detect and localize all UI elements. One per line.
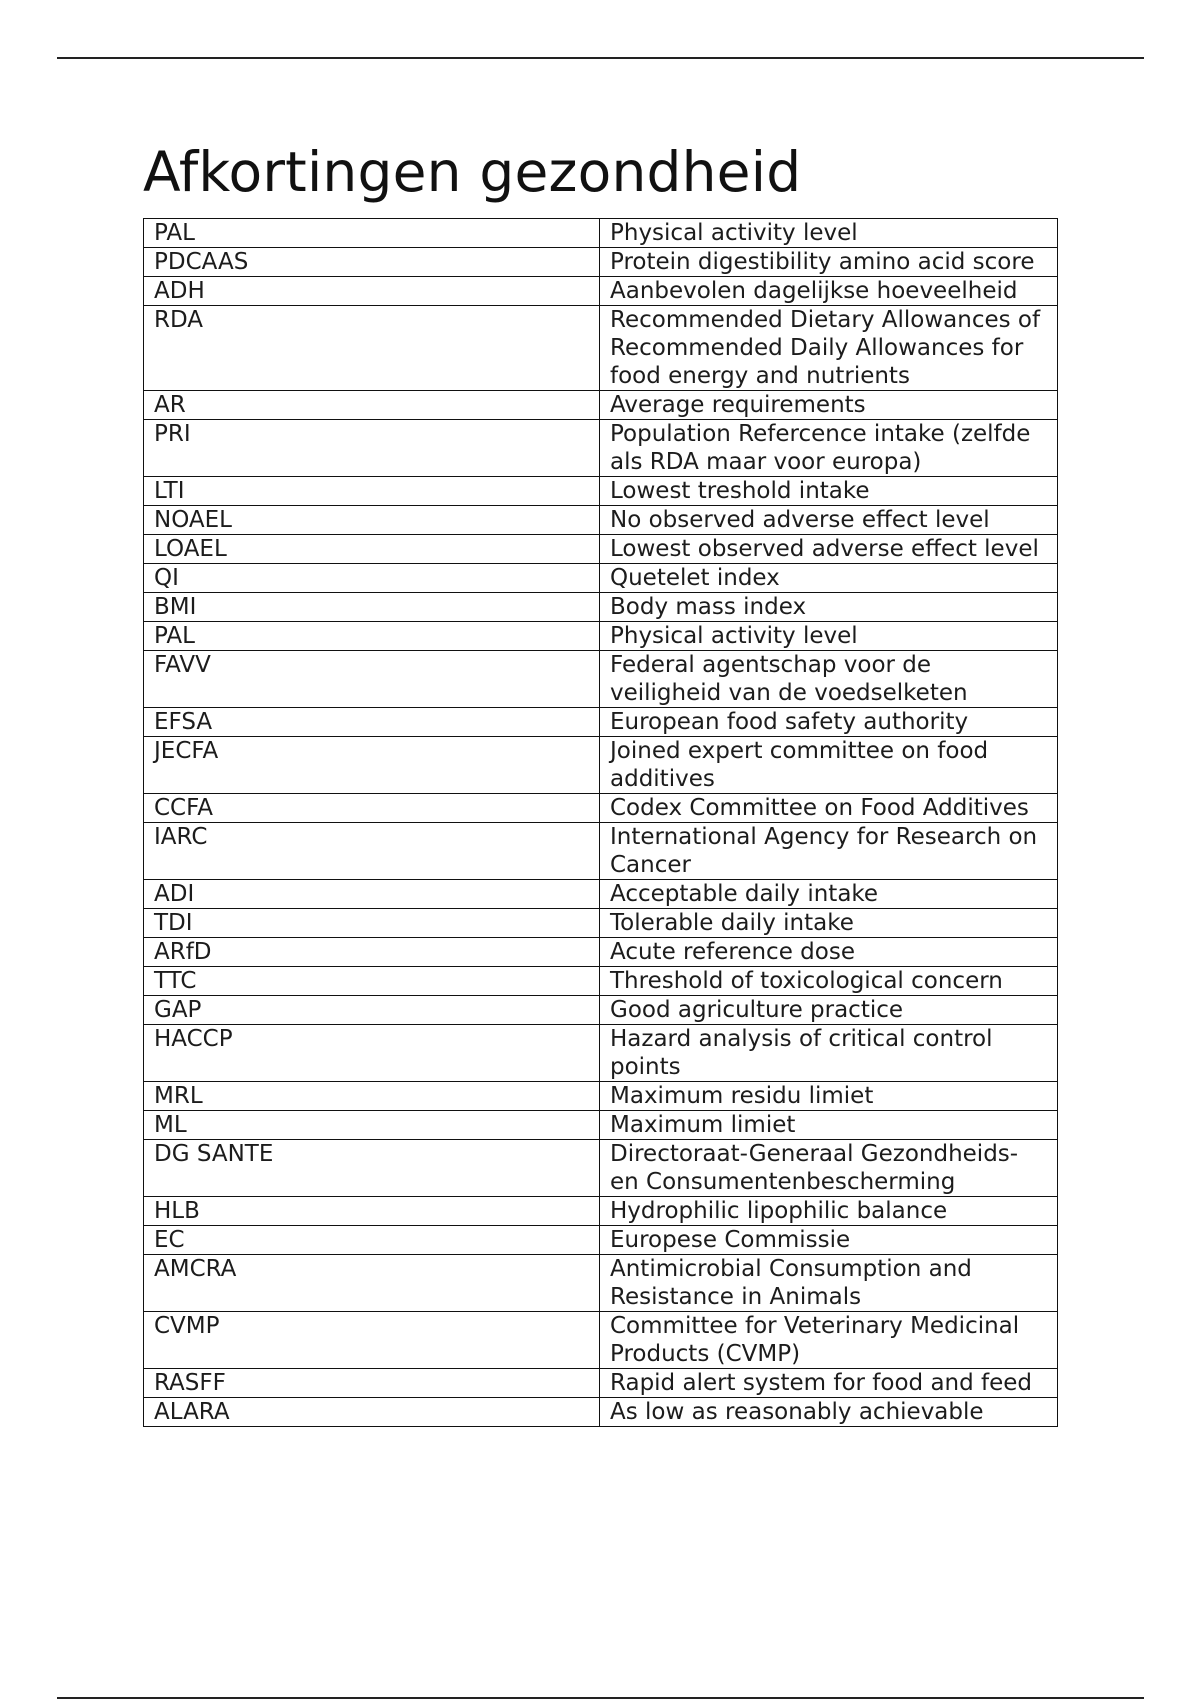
meaning-cell: Hydrophilic lipophilic balance <box>600 1197 1058 1226</box>
table-row <box>144 219 1058 248</box>
meaning-cell: Lowest treshold intake <box>600 477 1058 506</box>
abbreviation-cell: BMI <box>144 593 600 622</box>
meaning-cell: Protein digestibility amino acid score <box>600 248 1058 277</box>
abbreviation-cell: AR <box>144 391 600 420</box>
meaning-cell: Europese Commissie <box>600 1226 1058 1255</box>
table-row <box>144 1025 1058 1082</box>
table-row <box>144 708 1058 737</box>
table-row <box>144 248 1058 277</box>
table-row <box>144 938 1058 967</box>
meaning-cell: Physical activity level <box>600 622 1058 651</box>
table-row <box>144 996 1058 1025</box>
abbreviation-cell: CCFA <box>144 794 600 823</box>
page-title: Afkortingen gezondheid <box>143 140 802 204</box>
meaning-cell: Antimicrobial Consumption and Resistance in Animals <box>600 1255 1058 1312</box>
abbreviation-cell: MRL <box>144 1082 600 1111</box>
abbreviation-cell: AMCRA <box>144 1255 600 1312</box>
abbreviation-cell: RDA <box>144 306 600 391</box>
abbreviation-table-body <box>144 219 1058 1427</box>
abbreviation-cell: ALARA <box>144 1398 600 1427</box>
table-row <box>144 1226 1058 1255</box>
meaning-cell: International Agency for Research on Cancer <box>600 823 1058 880</box>
table-row <box>144 967 1058 996</box>
table-row <box>144 1082 1058 1111</box>
abbreviation-cell: PRI <box>144 420 600 477</box>
meaning-cell: Tolerable daily intake <box>600 909 1058 938</box>
meaning-cell: No observed adverse effect level <box>600 506 1058 535</box>
meaning-cell: Hazard analysis of critical control points <box>600 1025 1058 1082</box>
meaning-cell: Body mass index <box>600 593 1058 622</box>
meaning-cell: Acceptable daily intake <box>600 880 1058 909</box>
meaning-cell: Acute reference dose <box>600 938 1058 967</box>
abbreviation-cell: RASFF <box>144 1369 600 1398</box>
meaning-cell: Physical activity level <box>600 219 1058 248</box>
table-row <box>144 651 1058 708</box>
table-row <box>144 880 1058 909</box>
abbreviation-cell: PDCAAS <box>144 248 600 277</box>
abbreviation-cell: HACCP <box>144 1025 600 1082</box>
abbreviation-cell: DG SANTE <box>144 1140 600 1197</box>
meaning-cell: Good agriculture practice <box>600 996 1058 1025</box>
abbreviation-cell: ADI <box>144 880 600 909</box>
abbreviation-cell: ML <box>144 1111 600 1140</box>
meaning-cell: Federal agentschap voor de veiligheid van de voedselketen <box>600 651 1058 708</box>
table-row <box>144 1140 1058 1197</box>
abbreviation-cell: ADH <box>144 277 600 306</box>
meaning-cell: Maximum residu limiet <box>600 1082 1058 1111</box>
table-row <box>144 564 1058 593</box>
abbreviation-cell: QI <box>144 564 600 593</box>
abbreviation-cell: GAP <box>144 996 600 1025</box>
meaning-cell: As low as reasonably achievable <box>600 1398 1058 1427</box>
table-row <box>144 1369 1058 1398</box>
table-row <box>144 1111 1058 1140</box>
table-row <box>144 1312 1058 1369</box>
table-row <box>144 622 1058 651</box>
table-row <box>144 306 1058 391</box>
abbreviation-cell: EC <box>144 1226 600 1255</box>
abbreviation-cell: JECFA <box>144 737 600 794</box>
meaning-cell: Committee for Veterinary Medicinal Products (CVMP) <box>600 1312 1058 1369</box>
meaning-cell: Codex Committee on Food Additives <box>600 794 1058 823</box>
abbreviation-table <box>143 218 1058 1427</box>
table-row <box>144 794 1058 823</box>
abbreviation-cell: ARfD <box>144 938 600 967</box>
table-row <box>144 1255 1058 1312</box>
table-row <box>144 1398 1058 1427</box>
meaning-cell: Rapid alert system for food and feed <box>600 1369 1058 1398</box>
table-row <box>144 420 1058 477</box>
table-row <box>144 477 1058 506</box>
meaning-cell: Maximum limiet <box>600 1111 1058 1140</box>
table-row <box>144 593 1058 622</box>
table-row <box>144 506 1058 535</box>
table-row <box>144 535 1058 564</box>
meaning-cell: Lowest observed adverse effect level <box>600 535 1058 564</box>
bottom-divider <box>57 1697 1144 1699</box>
abbreviation-cell: HLB <box>144 1197 600 1226</box>
table-row <box>144 737 1058 794</box>
table-row <box>144 391 1058 420</box>
meaning-cell: Quetelet index <box>600 564 1058 593</box>
meaning-cell: Population Refercence intake (zelfde als RDA maar voor europa) <box>600 420 1058 477</box>
meaning-cell: European food safety authority <box>600 708 1058 737</box>
meaning-cell: Recommended Dietary Allowances of Recommended Daily Allowances for food energy and nutrients <box>600 306 1058 391</box>
meaning-cell: Average requirements <box>600 391 1058 420</box>
abbreviation-cell: EFSA <box>144 708 600 737</box>
abbreviation-cell: TTC <box>144 967 600 996</box>
abbreviation-cell: LOAEL <box>144 535 600 564</box>
top-divider <box>57 57 1144 59</box>
table-row <box>144 277 1058 306</box>
abbreviation-cell: TDI <box>144 909 600 938</box>
abbreviation-cell: PAL <box>144 622 600 651</box>
abbreviation-cell: CVMP <box>144 1312 600 1369</box>
abbreviation-cell: LTI <box>144 477 600 506</box>
meaning-cell: Aanbevolen dagelijkse hoeveelheid <box>600 277 1058 306</box>
abbreviation-cell: NOAEL <box>144 506 600 535</box>
abbreviation-cell: IARC <box>144 823 600 880</box>
meaning-cell: Joined expert committee on food additives <box>600 737 1058 794</box>
abbreviation-cell: FAVV <box>144 651 600 708</box>
meaning-cell: Directoraat-Generaal Gezondheids- en Consumentenbescherming <box>600 1140 1058 1197</box>
abbreviation-cell: PAL <box>144 219 600 248</box>
table-row <box>144 823 1058 880</box>
meaning-cell: Threshold of toxicological concern <box>600 967 1058 996</box>
table-row <box>144 909 1058 938</box>
table-row <box>144 1197 1058 1226</box>
